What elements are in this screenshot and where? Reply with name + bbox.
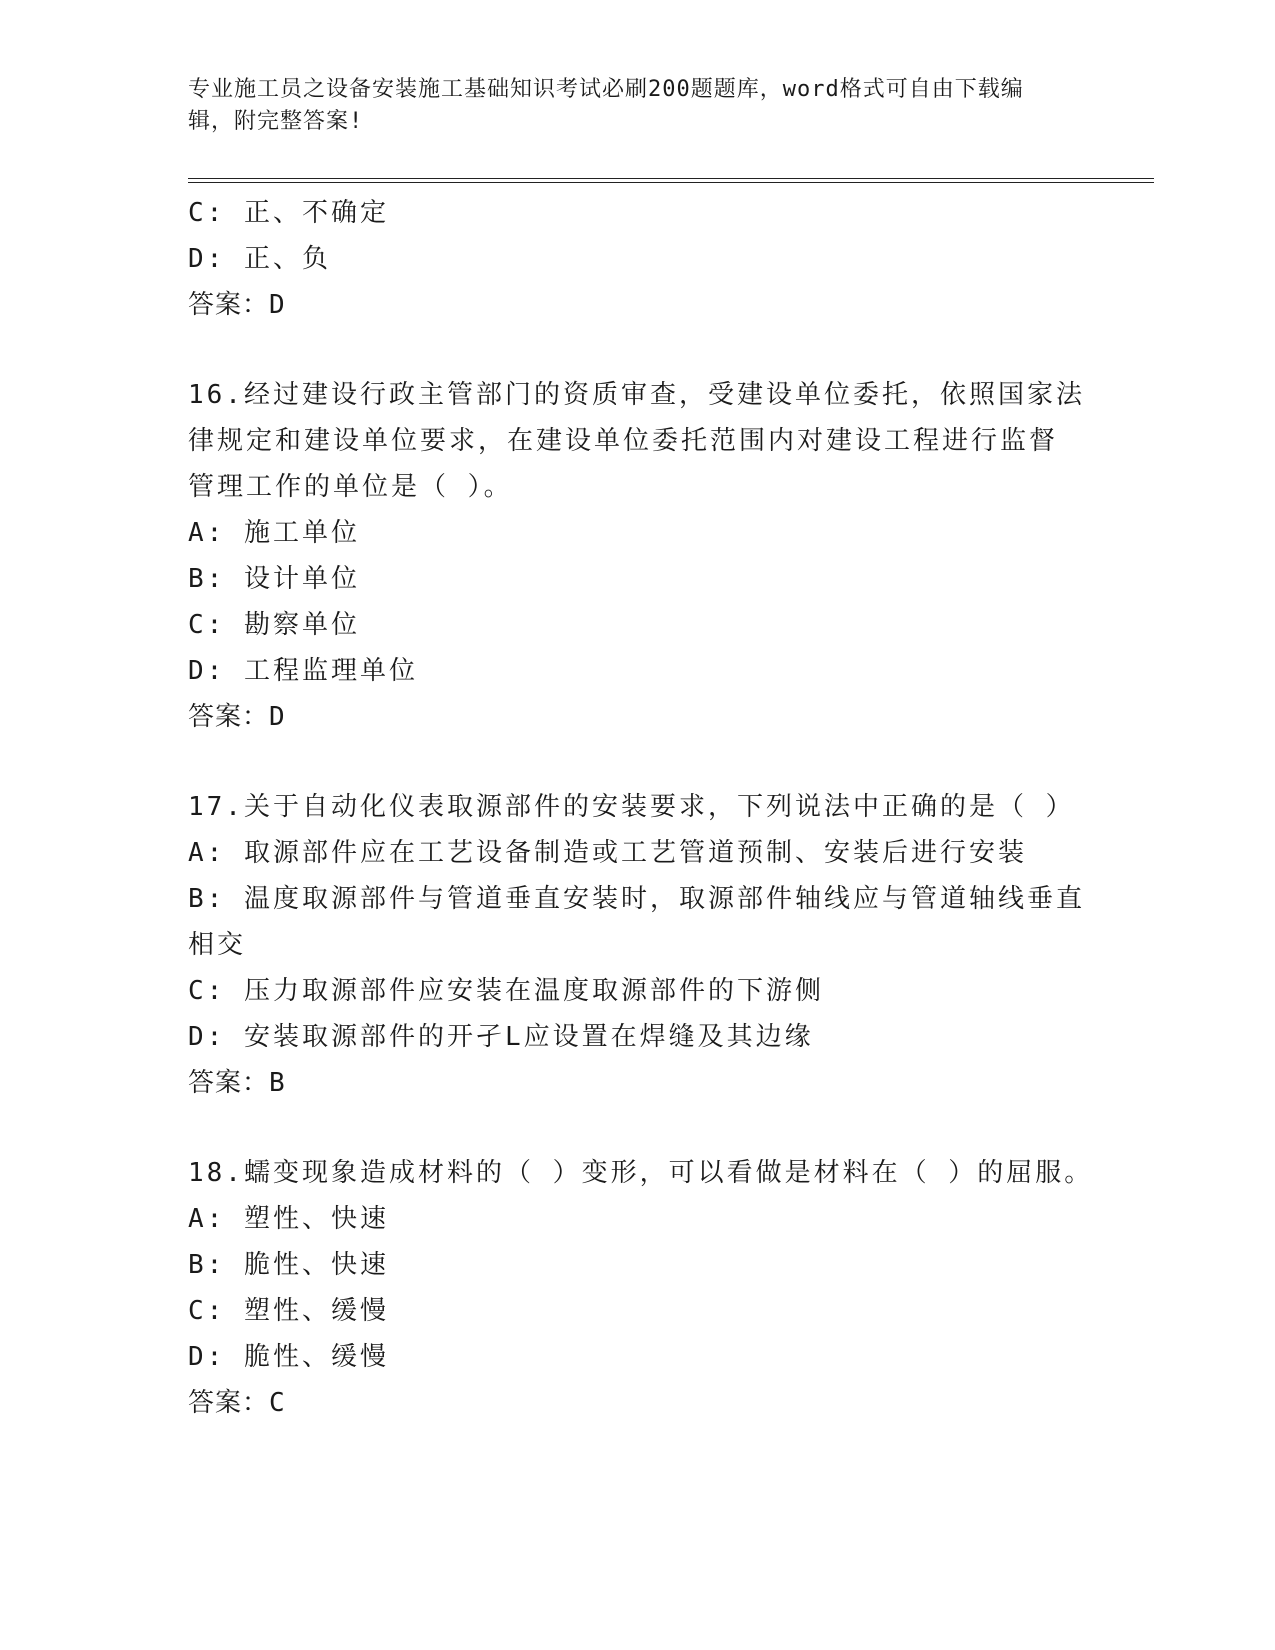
question-spacer — [188, 328, 1088, 372]
option-b: B: 温度取源部件与管道垂直安装时，取源部件轴线应与管道轴线垂直 — [188, 884, 1085, 914]
question-spacer — [188, 740, 1088, 784]
option-a: A: 塑性、快速 — [188, 1204, 389, 1234]
option-b: B: 设计单位 — [188, 564, 360, 594]
question-spacer — [188, 1106, 1088, 1150]
option-b-continuation: 相交 — [188, 930, 247, 960]
option-c: C: 压力取源部件应安装在温度取源部件的下游侧 — [188, 976, 824, 1006]
option-a: A: 施工单位 — [188, 518, 360, 548]
question-stem-line: 18.蠕变现象造成材料的（ ）变形，可以看做是材料在（ ）的屈服。 — [188, 1158, 1094, 1188]
option-a: A: 取源部件应在工艺设备制造或工艺管道预制、安装后进行安装 — [188, 838, 1027, 868]
header-double-rule — [188, 178, 1154, 183]
partial-question — [188, 190, 1088, 328]
question-18 — [188, 1150, 1094, 1426]
document-header: 专业施工员之设备安装施工基础知识考试必刷200题题库，word格式可自由下载编辑，附完整答案! — [188, 77, 1024, 134]
option-b: B: 脆性、快速 — [188, 1250, 389, 1280]
option-c: C: 勘察单位 — [188, 610, 360, 640]
question-stem-line: 17.关于自动化仪表取源部件的安装要求，下列说法中正确的是（ ） — [188, 792, 1075, 822]
answer-line: 答案：D — [188, 702, 286, 732]
option-d: D: 脆性、缓慢 — [188, 1342, 389, 1372]
question-17 — [188, 784, 1088, 1106]
answer-line: 答案：C — [188, 1388, 286, 1418]
question-stem-line: 律规定和建设单位要求，在建设单位委托范围内对建设工程进行监督 — [188, 426, 1059, 456]
question-stem-line: 16.经过建设行政主管部门的资质审查，受建设单位委托，依照国家法 — [188, 380, 1085, 410]
option-c: C: 塑性、缓慢 — [188, 1296, 389, 1326]
option-d: D: 正、负 — [188, 244, 331, 274]
question-16 — [188, 372, 1088, 740]
option-d: D: 工程监理单位 — [188, 656, 418, 686]
document-body — [188, 190, 1094, 1426]
answer-line: 答案：D — [188, 290, 286, 320]
option-d: D: 安装取源部件的开孑L应设置在焊缝及其边缘 — [188, 1022, 814, 1052]
question-stem-line: 管理工作的单位是（ ）。 — [188, 472, 513, 502]
answer-line: 答案：B — [188, 1068, 286, 1098]
option-c: C: 正、不确定 — [188, 198, 389, 228]
